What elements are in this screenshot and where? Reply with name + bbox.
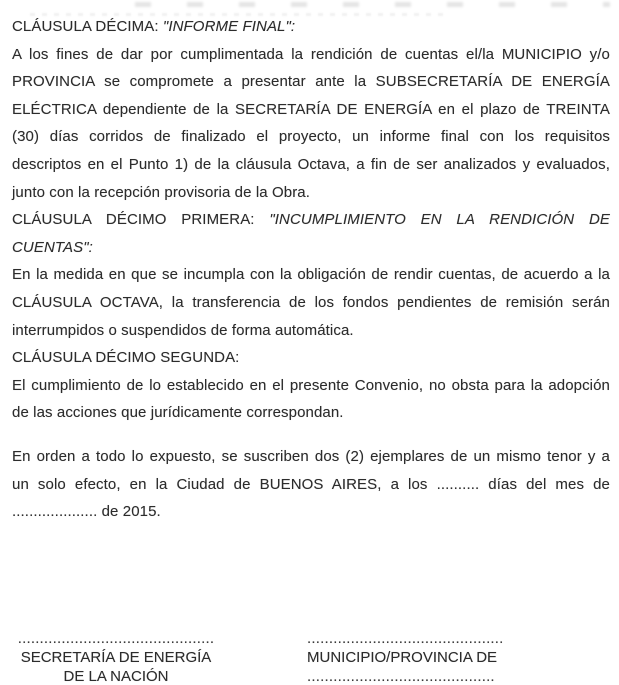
clause-11-label: CLÁUSULA DÉCIMO PRIMERA: <box>12 211 270 229</box>
clause-10-text-line: PROVINCIA se compromete a presentar ante la SUBSECRETARÍA DE ENERGÍA <box>12 73 610 91</box>
signature-dotted-line: ........................................... <box>307 668 495 685</box>
signature-dotted-line: ............................................. <box>17 630 215 647</box>
clause-12-heading: CLÁUSULA DÉCIMO SEGUNDA: <box>12 349 240 367</box>
closing-text-line: .................... de 2015. <box>12 503 161 521</box>
clause-11-title: "INCUMPLIMIENTO EN LA RENDICIÓN DE <box>269 211 611 229</box>
document-body <box>12 13 610 526</box>
clause-10-title: "INFORME FINAL": <box>162 18 296 35</box>
signature-row <box>0 629 619 685</box>
clause-10-text-line: junto con la recepción provisoria de la Obra. <box>12 183 310 201</box>
signatory-name: SECRETARÍA DE ENERGÍA <box>20 649 212 666</box>
closing-paragraph <box>12 443 610 526</box>
clause-12-text-line: El cumplimiento de lo establecido en el presente Convenio, no obsta para la adopción <box>12 376 610 394</box>
signature-block-secretaria <box>15 629 217 685</box>
clause-11-heading-continued <box>12 234 610 262</box>
clause-10-text-line: (30) días corridos de finalizado el proyecto, un informe final con los requisitos <box>12 128 610 146</box>
clause-10-text-line: ELÉCTRICA dependiente de la SECRETARÍA DE ENERGÍA en el plazo de TREINTA <box>12 100 610 118</box>
clause-11-text-line: interrumpidos o suspendidos de forma automática. <box>12 321 354 339</box>
signatory-name: DE LA NACIÓN <box>63 668 169 685</box>
clause-11-text-line: En la medida en que se incumpla con la obligación de rendir cuentas, de acuerdo a la <box>12 266 610 284</box>
closing-text-line: un solo efecto, en la Ciudad de BUENOS AIRES, a los .......... días del mes de <box>12 475 610 493</box>
clause-11-text-line: CLÁUSULA OCTAVA, la transferencia de los fondos pendientes de remisión serán <box>12 293 610 311</box>
signatory-name: MUNICIPIO/PROVINCIA DE <box>307 649 498 666</box>
clause-10-text-line: descriptos en el Punto 1) de la cláusula Octava, a fin de ser analizados y evaluados, <box>12 155 610 173</box>
clause-10-label: CLÁUSULA DÉCIMA: <box>12 18 163 35</box>
signature-dotted-line: ............................................. <box>307 630 504 647</box>
clause-10-text-line: A los fines de dar por cumplimentada la rendición de cuentas el/la MUNICIPIO y/o <box>12 45 610 63</box>
clause-11-title-continued: CUENTAS": <box>12 238 93 256</box>
clause-12-text-line: de las acciones que jurídicamente correspondan. <box>12 404 344 422</box>
signature-block-municipio <box>307 629 525 685</box>
closing-text-line: En orden a todo lo expuesto, se suscriben dos (2) ejemplares de un mismo tenor y a <box>12 447 610 465</box>
clause-10-heading <box>12 13 610 41</box>
clause-11-heading <box>12 206 610 234</box>
scan-bleedthrough-artifact <box>135 2 610 7</box>
